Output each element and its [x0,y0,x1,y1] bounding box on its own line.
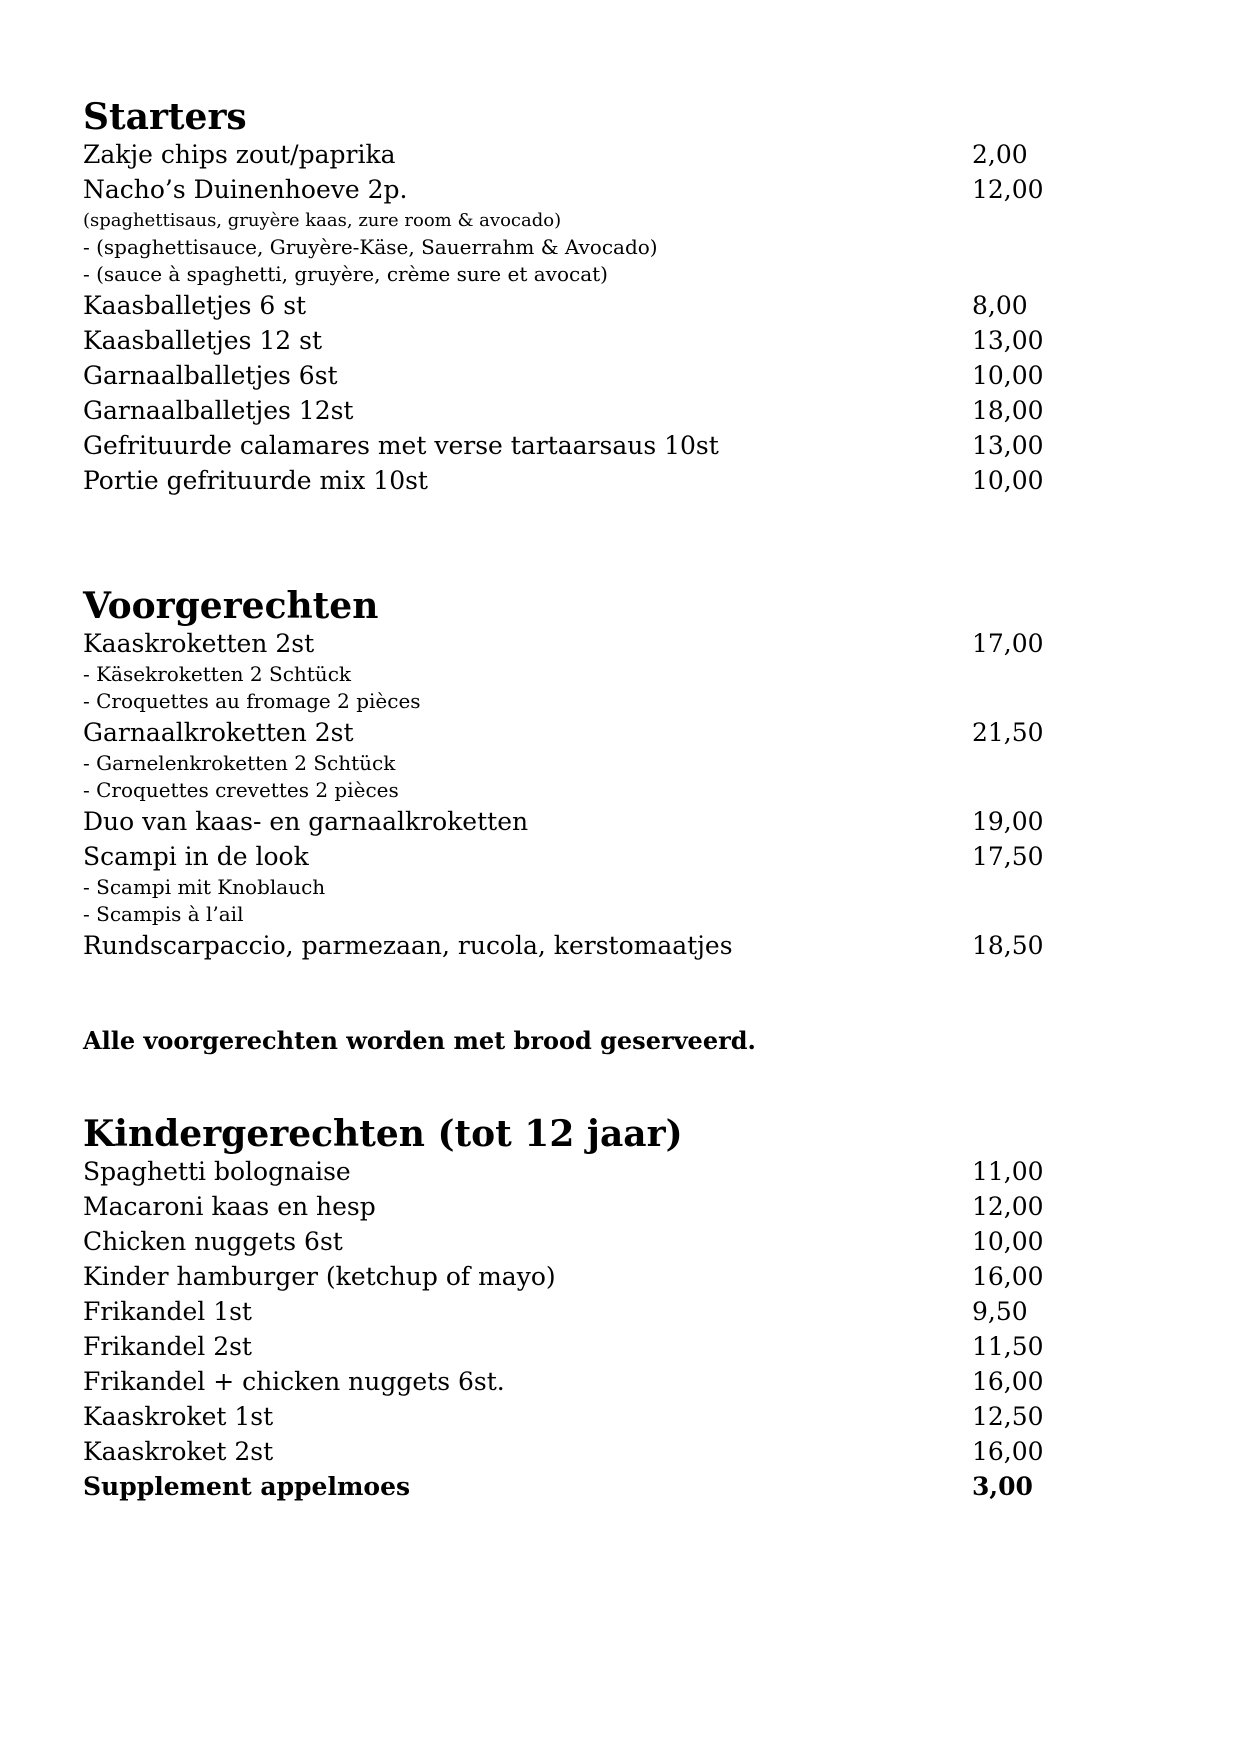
menu-item [83,288,1043,323]
item-name: Supplement appelmoes [83,1472,411,1501]
item-price: 17,00 [972,629,1044,658]
item-price: 21,50 [972,718,1044,747]
item-detail: - Scampi mit Knoblauch [83,875,326,899]
menu-item-supplement [83,1469,1043,1504]
item-detail: - (spaghettisauce, Gruyère-Käse, Sauerrahm & Avocado) [83,235,658,259]
item-name: Kaasballetjes 12 st [83,326,323,355]
item-name: Macaroni kaas en hesp [83,1192,376,1221]
item-price: 18,00 [972,396,1044,425]
item-name: Kaaskroket 1st [83,1402,274,1431]
item-name: Rundscarpaccio, parmezaan, rucola, kerstomaatjes [83,931,733,960]
item-name: Garnaalkroketten 2st [83,718,354,747]
section-title: Kindergerechten (tot 12 jaar) [83,1113,683,1155]
section-title: Voorgerechten [83,585,379,627]
item-price: 12,50 [972,1402,1044,1431]
item-price: 11,50 [972,1332,1044,1361]
item-detail: - Garnelenkroketten 2 Schtück [83,751,396,775]
item-price: 19,00 [972,807,1044,836]
menu-item [83,323,1043,358]
menu-item [83,1224,1043,1259]
menu-item [83,137,1043,172]
section-starters [83,97,1043,498]
bread-note: Alle voorgerechten worden met brood geserveerd. [83,1026,756,1055]
item-name: Gefrituurde calamares met verse tartaarsaus 10st [83,431,719,460]
menu-item [83,1154,1043,1189]
item-name: Frikandel 2st [83,1332,252,1361]
item-price: 16,00 [972,1367,1044,1396]
item-detail: - (sauce à spaghetti, gruyère, crème sure et avocat) [83,262,608,286]
menu-item [83,839,1043,874]
section-title: Starters [83,96,247,138]
item-price: 16,00 [972,1437,1044,1466]
menu-item [83,463,1043,498]
menu-item [83,358,1043,393]
menu-item [83,928,1043,963]
item-name: Kinder hamburger (ketchup of mayo) [83,1262,556,1291]
item-price: 10,00 [972,1227,1044,1256]
item-name: Garnaalballetjes 12st [83,396,354,425]
item-name: Frikandel + chicken nuggets 6st. [83,1367,505,1396]
item-name: Portie gefrituurde mix 10st [83,466,428,495]
item-name: Kaaskroketten 2st [83,629,315,658]
menu-item [83,804,1043,839]
item-detail: - Käsekroketten 2 Schtück [83,662,352,686]
item-detail: (spaghettisaus, gruyère kaas, zure room & avocado) [83,210,562,231]
item-name: Chicken nuggets 6st [83,1227,343,1256]
item-name: Spaghetti bolognaise [83,1157,351,1186]
section-voorgerechten [83,586,1043,963]
item-name: Zakje chips zout/paprika [83,140,396,169]
item-detail: - Croquettes crevettes 2 pièces [83,778,399,802]
item-price: 13,00 [972,326,1044,355]
item-name: Kaasballetjes 6 st [83,291,307,320]
item-price: 17,50 [972,842,1044,871]
menu-item [83,1329,1043,1364]
item-price: 8,00 [972,291,1028,320]
menu-item [83,1294,1043,1329]
item-price: 16,00 [972,1262,1044,1291]
item-price: 12,00 [972,1192,1044,1221]
item-price: 10,00 [972,361,1044,390]
item-name: Duo van kaas- en garnaalkroketten [83,807,529,836]
item-name: Scampi in de look [83,842,309,871]
item-name: Garnaalballetjes 6st [83,361,338,390]
menu-item [83,1399,1043,1434]
item-detail: - Croquettes au fromage 2 pièces [83,689,421,713]
item-price: 18,50 [972,931,1044,960]
item-price: 13,00 [972,431,1044,460]
section-kindergerechten [83,1114,1043,1504]
item-name: Frikandel 1st [83,1297,252,1326]
item-price: 11,00 [972,1157,1044,1186]
menu-item [83,1259,1043,1294]
item-price: 2,00 [972,140,1028,169]
menu-item [83,1364,1043,1399]
menu-item [83,393,1043,428]
menu-item [83,715,1043,750]
item-name: Nacho’s Duinenhoeve 2p. [83,175,408,204]
item-price: 9,50 [972,1297,1028,1326]
item-detail: - Scampis à l’ail [83,902,244,926]
menu-item [83,428,1043,463]
menu-item [83,172,1043,207]
menu-item [83,626,1043,661]
menu-item [83,1434,1043,1469]
menu-item [83,1189,1043,1224]
item-price: 3,00 [972,1472,1033,1501]
item-price: 10,00 [972,466,1044,495]
item-price: 12,00 [972,175,1044,204]
item-name: Kaaskroket 2st [83,1437,274,1466]
